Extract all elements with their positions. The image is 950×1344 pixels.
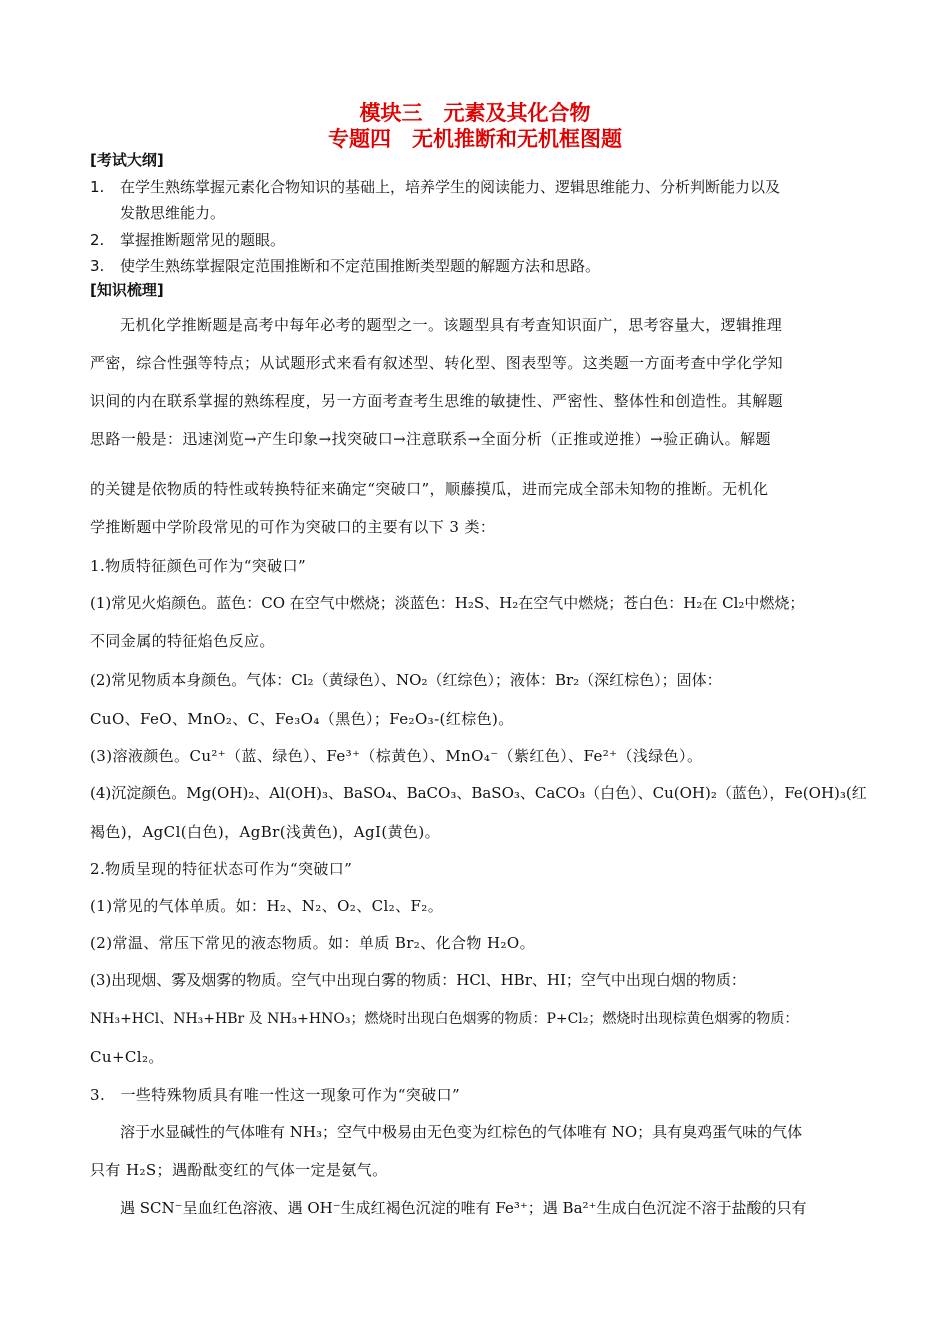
flame-colors-line: (1)常见火焰颜色。蓝色：CO 在空气中燃烧；淡蓝色：H₂S、H₂在空气中燃烧；苍白色：H₂在 Cl₂中燃烧； <box>90 594 805 612</box>
exam-outline-heading: [考试大纲] <box>90 151 164 169</box>
substance-colors-line: (2)常见物质本身颜色。气体：Cl₂（黄绿色）、NO₂（红综色）；液体：Br₂（深红棕色）；固体： <box>90 671 722 689</box>
outline-text: 使学生熟练掌握限定范围推断和不定范围推断类型题的解题方法和思路。 <box>120 257 601 275</box>
smoke-fog-line: (3)出现烟、雾及烟雾的物质。空气中出现白雾的物质：HCl、HBr、HI；空气中出现白烟的物质： <box>90 971 746 989</box>
intro-line: 无机化学推断题是高考中每年必考的题型之一。该题型具有考查知识面广，思考容量大，逻辑推理 <box>120 316 783 334</box>
outline-number: 3. <box>90 257 105 275</box>
solution-colors-line: (3)溶液颜色。Cu²⁺（蓝、绿色）、Fe³⁺（棕黄色）、MnO₄⁻（紫红色）、Fe²⁺（浅绿色）。 <box>90 747 703 765</box>
substance-colors-line: CuO、FeO、MnO₂、C、Fe₃O₄（黑色）；Fe₂O₃-(红棕色)。 <box>90 710 514 728</box>
smoke-fog-line: NH₃+HCl、NH₃+HBr 及 NH₃+HNO₃；燃烧时出现白色烟雾的物质：P+Cl₂；燃烧时出现棕黄色烟雾的物质： <box>90 1011 799 1027</box>
outline-number: 2. <box>90 231 105 249</box>
module-title: 模块三 元素及其化合物 <box>359 101 591 125</box>
flame-colors-line: 不同金属的特征焰色反应。 <box>90 632 275 650</box>
knowledge-heading: [知识梳理] <box>90 281 164 299</box>
outline-item-1 <box>90 173 870 201</box>
outline-item-1-cont: 发散思维能力。 <box>120 204 226 222</box>
gas-elements-line: (1)常见的气体单质。如：H₂、N₂、O₂、Cl₂、F₂。 <box>90 897 444 915</box>
intro-line: 的关键是依物质的特性或转换特征来确定“突破口”，顺藤摸瓜，进而完成全部未知物的推断。无机化 <box>90 480 769 498</box>
precipitate-colors-line: 褐色)，AgCl(白色)，AgBr(浅黄色)，AgI(黄色)。 <box>90 823 441 841</box>
liquid-substances-line: (2)常温、常压下常见的液态物质。如：单质 Br₂、化合物 H₂O。 <box>90 934 535 952</box>
smoke-fog-line: Cu+Cl₂。 <box>90 1048 164 1066</box>
outline-item-2 <box>90 226 870 254</box>
outline-text: 在学生熟练掌握元素化合物知识的基础上，培养学生的阅读能力、逻辑思维能力、分析判断能力以及 <box>120 178 781 196</box>
section-1-heading: 1.物质特征颜色可作为“突破口” <box>90 557 307 575</box>
intro-line: 思路一般是：迅速浏览→产生印象→找突破口→注意联系→全面分析（正推或逆推）→验正确认。解题 <box>90 430 771 448</box>
precipitate-colors-line: (4)沉淀颜色。Mg(OH)₂、Al(OH)₃、BaSO₄、BaCO₃、BaSO₃、CaCO₃（白色）、Cu(OH)₂（蓝色），Fe(OH)₃(红 <box>90 784 867 802</box>
outline-text: 掌握推断题常见的题眼。 <box>120 231 286 249</box>
outline-number: 1. <box>90 178 105 196</box>
intro-line: 学推断题中学阶段常见的可作为突破口的主要有以下 3 类： <box>90 518 496 536</box>
section-3-heading: 3. 一些特殊物质具有唯一性这一现象可作为“突破口” <box>90 1086 461 1104</box>
section-2-heading: 2.物质呈现的特征状态可作为“突破口” <box>90 860 353 878</box>
intro-line: 严密，综合性强等特点；从试题形式来看有叙述型、转化型、图表型等。这类题一方面考查中学化学知 <box>90 354 784 372</box>
unique-substance-line: 溶于水显碱性的气体唯有 NH₃；空气中极易由无色变为红棕色的气体唯有 NO；具有臭鸡蛋气味的气体 <box>120 1123 803 1141</box>
intro-line: 识间的内在联系掌握的熟练程度，另一方面考查考生思维的敏捷性、严密性、整体性和创造性。其解题 <box>90 392 784 410</box>
topic-title: 专题四 无机推断和无机框图题 <box>328 127 622 151</box>
outline-item-3 <box>90 252 870 280</box>
unique-ion-line: 遇 SCN⁻呈血红色溶液、遇 OH⁻生成红褐色沉淀的唯有 Fe³⁺；遇 Ba²⁺生成白色沉淀不溶于盐酸的只有 <box>120 1199 807 1217</box>
unique-substance-line: 只有 H₂S；遇酚酞变红的气体一定是氨气。 <box>90 1161 388 1179</box>
